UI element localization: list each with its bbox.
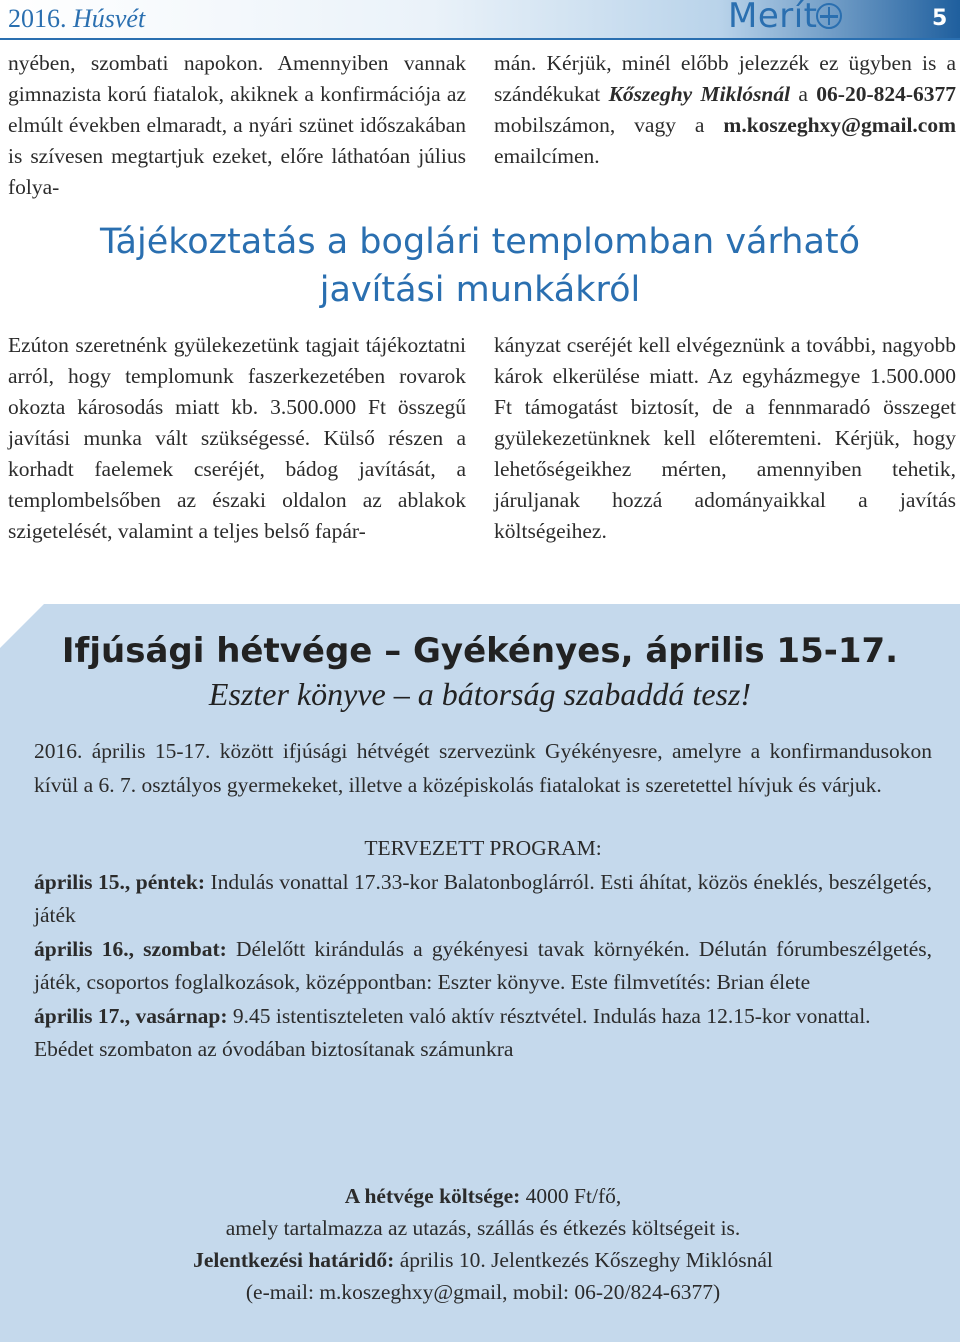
day-1-text: Indulás vonattal 17.33-kor Balatonboglárról. Esti áhítat, közös éneklés, beszélgetés, játék: [34, 869, 932, 927]
contact-phone: 06-20-824-6377: [816, 82, 957, 106]
day-1-label: április 15., péntek:: [34, 869, 206, 894]
day-3-text: 9.45 istentiszteleten való aktív résztvétel. Indulás haza 12.15-kor vonattal.: [227, 1003, 871, 1028]
confirmation-right-column: [494, 48, 956, 172]
lunch-note: Ebédet szombaton az óvodában biztosítanak számunkra: [34, 1037, 514, 1061]
repair-right-text: kányzat cseréjét kell elvégeznünk a további, nagyobb károk elkerülése miatt. Az egyházmegye 1.500.000 Ft támogatást biztosít, de a fennmaradó összeget gyülekezetünknek kell előteremteni. Kérjük, hogy lehetőségeikhez mérten, amennyiben tehetik, járuljanak hozzá adományaikkal a javítás költségeihez.: [494, 333, 956, 543]
contact-email: m.koszeghxy@gmail.com: [723, 113, 956, 137]
cost-value: 4000 Ft/fő,: [520, 1184, 622, 1208]
page-number: 5: [932, 6, 948, 31]
issue-name: Húsvét: [73, 4, 146, 33]
deadline-label: Jelentkezési határidő:: [193, 1248, 395, 1272]
confirmation-right-paragraph: [494, 48, 956, 172]
program-day-3: [34, 1000, 932, 1034]
repair-right-column: [494, 330, 956, 547]
confirmation-left-column: [8, 48, 466, 203]
youth-weekend-title: Ifjúsági hétvége – Gyékényes, április 15-17.: [61, 631, 899, 671]
confirmation-text-4: emailcímen.: [494, 144, 600, 168]
confirmation-left-text: nyében, szombati napokon. Amennyiben vannak gimnazista korú fiatalok, akiknek a konfirmációja az elmúlt években elmaradt, a nyári szünet időszakában is szívesen megtartjuk ezeket, előre láthatóan július folya-: [8, 51, 466, 199]
program-day-1: [34, 866, 932, 933]
repair-title-line1: Tájékoztatás a boglári templomban várható: [99, 222, 861, 262]
merito-logo: [728, 0, 842, 36]
contact-name: Kőszeghy Miklósnál: [608, 82, 791, 106]
day-2-label: április 16., szombat:: [34, 936, 227, 961]
header-rule: [0, 38, 960, 40]
program-heading: TERVEZETT PROGRAM:: [364, 836, 602, 860]
youth-weekend-subtitle: Eszter könyve – a bátorság szabaddá tesz!: [208, 676, 752, 712]
repair-left-text: Ezúton szeretnénk gyülekezetünk tagjait tájékoztatni arról, hogy templomunk faszerkezetében rovarok okozta károsodás miatt kb. 3.500.000 Ft összegű javítási munka vált szükségessé. Külső részen a korhadt faelemek cseréjét, bádog javítását, a templombelsőben az északi oldalon az ablakok szigetelését, valamint a teljes belső fapár-: [8, 333, 466, 543]
repair-left-column: [8, 330, 466, 547]
cost-and-registration: [34, 1180, 932, 1308]
issue-label: [8, 4, 145, 34]
program-day-2: [34, 933, 932, 1000]
issue-year: 2016.: [8, 4, 67, 33]
confirmation-text-3: mobilszámon, vagy a: [494, 113, 724, 137]
day-2-text: Délelőtt kirándulás a gyékényesi tavak környékén. Délután fórumbeszélgetés, játék, csoportos foglalkozások, középpontban: Eszter könyve. Este filmvetítés: Brian élete: [34, 936, 932, 994]
cross-icon: [816, 3, 842, 29]
contact-line: (e-mail: m.koszeghxy@gmail, mobil: 06-20/824-6377): [245, 1280, 721, 1304]
confirmation-text-1: mán. Kérjük, minél előbb jelezzék ez ügyben is a szándékukat: [494, 51, 956, 106]
youth-weekend-body: [34, 735, 932, 1067]
deadline-line: [34, 1244, 932, 1276]
repair-article-title: [0, 218, 960, 314]
deadline-value: április 10. Jelentkezés Kőszeghy Miklósnál: [394, 1248, 773, 1272]
confirmation-text-2: a: [790, 82, 817, 106]
cost-note: amely tartalmazza az utazás, szállás és étkezés költségeit is.: [225, 1216, 741, 1240]
logo-text: Merít: [728, 0, 818, 36]
day-3-label: április 17., vasárnap:: [34, 1003, 228, 1028]
cost-line: [34, 1180, 932, 1212]
repair-title-line2: javítási munkákról: [319, 270, 641, 310]
cost-label: A hétvége költsége:: [344, 1184, 521, 1208]
youth-intro: 2016. április 15-17. között ifjúsági hétvégét szervezünk Gyékényesre, amelyre a konfirmandusokon kívül a 6. 7. osztályos gyermekeket, illetve a középiskolás fiatalokat is szeretettel hívjuk és várjuk.: [34, 739, 932, 797]
